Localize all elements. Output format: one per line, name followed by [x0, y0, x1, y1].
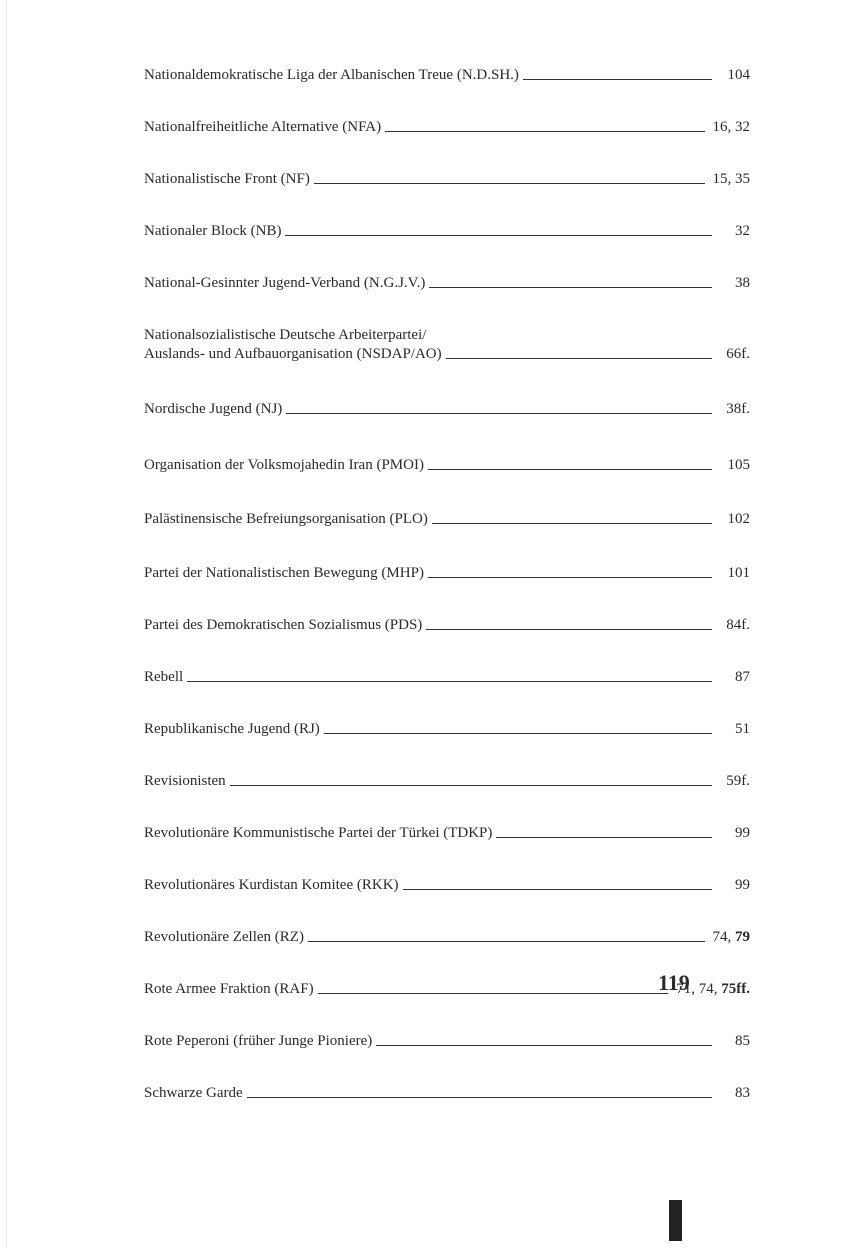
entry-pages: 105 — [727, 457, 750, 473]
leader-line — [286, 413, 712, 414]
entry-pages: 16, 32 — [712, 119, 750, 135]
leader-line — [428, 469, 712, 470]
entry-pages: 84f. — [726, 617, 750, 633]
entry-pages: 32 — [735, 223, 750, 239]
entry-pages: 102 — [727, 511, 750, 527]
index-entry — [144, 66, 750, 85]
entry-name: Nationalfreiheitliche Alternative (NFA) — [144, 119, 382, 135]
leader-line — [187, 681, 712, 682]
entry-name: Republikanische Jugend (RJ) — [144, 721, 320, 737]
entry-pages-regular: 71, 74, — [676, 981, 722, 997]
leader-line — [385, 131, 704, 132]
leader-line — [496, 837, 712, 838]
entry-name: Nationaler Block (NB) — [144, 223, 282, 239]
leader-line — [446, 358, 712, 359]
entry-name: Rote Peperoni (früher Junge Pioniere) — [144, 1033, 373, 1049]
entry-pages: 59f. — [726, 773, 750, 789]
entry-name: Schwarze Garde — [144, 1085, 243, 1101]
entry-pages: 51 — [735, 721, 750, 737]
entry-name-line-1: Nationalsozialistische Deutsche Arbeiterpartei/ — [144, 327, 427, 343]
entry-name: Revolutionäre Kommunistische Partei der Türkei (TDKP) — [144, 825, 493, 841]
index-entry — [144, 876, 750, 895]
index-entry — [144, 222, 750, 241]
entry-pages — [713, 928, 751, 947]
index-entry — [144, 772, 750, 791]
entry-pages: 87 — [735, 669, 750, 685]
entry-name: Palästinensische Befreiungsorganisation (PLO) — [144, 511, 428, 527]
index-entry — [144, 1084, 750, 1103]
entry-pages: 38 — [735, 275, 750, 291]
leader-line — [428, 577, 712, 578]
index-entry — [144, 564, 750, 583]
index-entry — [144, 824, 750, 843]
index-entry — [144, 928, 750, 947]
leader-line — [230, 785, 712, 786]
index-entry — [144, 456, 750, 475]
leader-line — [432, 523, 712, 524]
entry-name: Partei der Nationalistischen Bewegung (MHP) — [144, 565, 424, 581]
entry-pages-regular: 74, — [712, 929, 735, 945]
leader-line — [324, 733, 712, 734]
index-entry — [144, 720, 750, 739]
leader-line — [308, 941, 705, 942]
entry-name: Revisionisten — [144, 773, 226, 789]
entry-pages-bold: 75ff. — [721, 981, 750, 997]
index-entry — [144, 170, 750, 189]
leader-line — [523, 79, 712, 80]
entry-name: Nationalistische Front (NF) — [144, 171, 310, 187]
index-entry — [144, 1032, 750, 1051]
index-entry — [144, 118, 750, 137]
index-entry — [144, 326, 750, 364]
entry-pages-bold: 79 — [735, 929, 750, 945]
entry-name: Rote Armee Fraktion (RAF) — [144, 981, 314, 997]
entry-pages: 15, 35 — [712, 171, 750, 187]
index-entry — [144, 510, 750, 529]
entry-name-block — [144, 326, 442, 364]
index-entry — [144, 668, 750, 687]
entry-pages: 85 — [735, 1033, 750, 1049]
leader-line — [314, 183, 705, 184]
leader-line — [429, 287, 712, 288]
entry-name: Revolutionäre Zellen (RZ) — [144, 929, 304, 945]
entry-name: Nordische Jugend (NJ) — [144, 401, 283, 417]
entry-pages: 104 — [727, 67, 750, 83]
entry-name: National-Gesinnter Jugend-Verband (N.G.J.V.) — [144, 275, 426, 291]
entry-pages: 99 — [735, 877, 750, 893]
index-entry — [144, 274, 750, 293]
index-entry — [144, 616, 750, 635]
leader-line — [285, 235, 712, 236]
thumb-index-marker — [669, 1200, 682, 1241]
entry-name: Revolutionäres Kurdistan Komitee (RKK) — [144, 877, 399, 893]
entry-pages: 99 — [735, 825, 750, 841]
entry-name: Auslands- und Aufbauorganisation (NSDAP/AO) — [144, 346, 442, 362]
entry-name: Organisation der Volksmojahedin Iran (PMOI) — [144, 457, 424, 473]
leader-line — [376, 1045, 712, 1046]
entry-pages: 38f. — [726, 401, 750, 417]
leader-line — [318, 993, 669, 994]
leader-line — [403, 889, 712, 890]
leader-line — [247, 1097, 712, 1098]
entry-name: Partei des Demokratischen Sozialismus (PDS) — [144, 617, 423, 633]
page-number: 119 — [658, 970, 690, 995]
entry-pages: 66f. — [726, 346, 750, 362]
leader-line — [426, 629, 712, 630]
index-entry — [144, 400, 750, 419]
entry-name: Rebell — [144, 669, 184, 685]
entry-pages: 83 — [735, 1085, 750, 1101]
entry-name: Nationaldemokratische Liga der Albanischen Treue (N.D.SH.) — [144, 67, 519, 83]
entry-pages: 101 — [727, 565, 750, 581]
scan-edge-line — [6, 0, 7, 1248]
